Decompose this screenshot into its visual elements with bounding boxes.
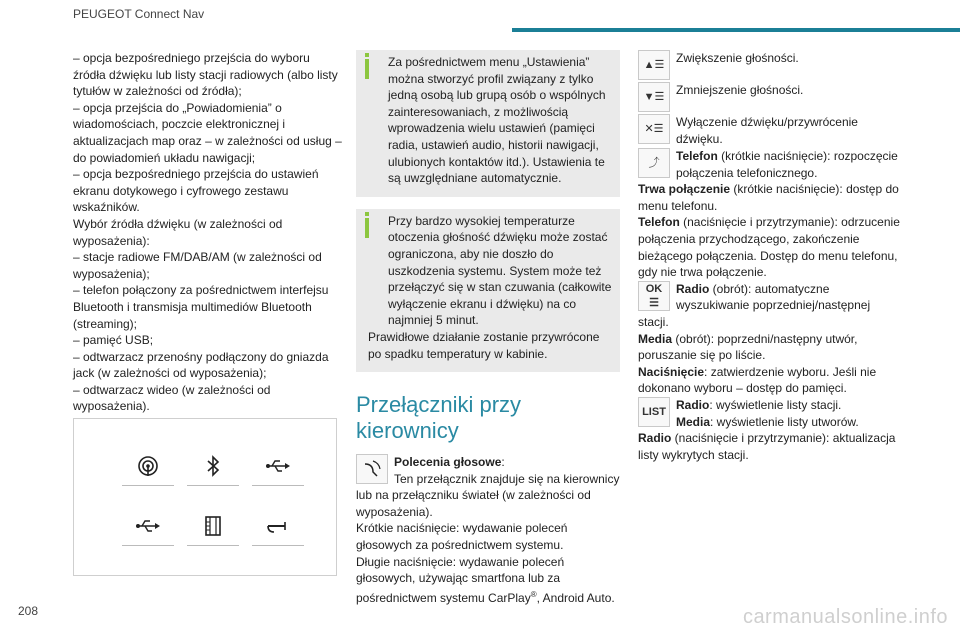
header-accent-bar [512, 28, 960, 32]
note-text: Prawidłowe działanie zostanie przywrócone po spadku temperatury w kabinie. [368, 329, 600, 361]
ok-row [638, 281, 904, 331]
radio2-label: Radio [676, 397, 710, 412]
note-text: Przy bardzo wysokiej temperaturze otoczenia głośność dźwięku może zostać ograniczona, aby nie doszło do uszkodzenia systemu. System może też przełączyć się w stan czuwania (całkowite wyłączenie ekranu i dźwięku) na co najmniej 5 minut. [388, 213, 612, 328]
usb-icon [122, 515, 174, 543]
radio2-text: : wyświetlenie listy stacji. [709, 397, 842, 412]
source-icons-panel [73, 418, 337, 576]
phone-icon: ⤴ [638, 148, 670, 178]
registered-mark: ® [530, 589, 537, 599]
text-line: – opcja bezpośredniego przejścia do wyboru źródła dźwięku lub listy stacji radiowych (albo listy tytułów w zależności od źródła); [73, 51, 338, 99]
voice-label: Polecenia głosowe [394, 455, 502, 470]
info-icon [365, 59, 369, 79]
column-2 [356, 50, 620, 606]
phone-row [638, 148, 904, 181]
volume-down-icon: ▼☰ [638, 82, 670, 112]
vol-up-row [638, 50, 904, 82]
video-icon [187, 515, 239, 543]
text-line: – opcja bezpośredniego przejścia do ustawień ekranu dotykowego i cyfrowego zestawu wskaźników. [73, 167, 319, 215]
bluetooth-icon [187, 455, 239, 483]
mute-row [638, 114, 904, 148]
watermark: carmanualsonline.info [742, 606, 948, 628]
tel-label: Telefon [676, 149, 718, 163]
jack-icon [252, 515, 304, 543]
list-row [638, 397, 904, 430]
list-button-icon [638, 397, 670, 427]
text-line: – odtwarzacz wideo (w zależności od wyposażenia). [73, 382, 271, 414]
long-press-end: , Android Auto. [536, 590, 615, 605]
list-icon-text: LIST [642, 405, 666, 418]
column-3 [638, 50, 904, 463]
text-line: Wybór źródła dźwięku (w zależności od wyposażenia): [73, 216, 283, 248]
radio3-label: Radio [638, 431, 672, 446]
section-heading: Przełączniki przy kierownicy [356, 392, 522, 444]
ok-icon-text: OK [645, 282, 663, 295]
volume-up-icon: ▲☰ [638, 50, 670, 80]
running-header: PEUGEOT Connect Nav [73, 7, 205, 21]
column-1 [73, 50, 343, 415]
mute-text: Wyłączenie dźwięku/przywrócenie dźwięku. [676, 115, 858, 146]
press-text: : zatwierdzenie wyboru. Jeśli nie dokonano wyboru – dostęp do pamięci. [638, 364, 877, 396]
call-text: (krótkie naciśnięcie): dostęp do menu telefonu. [638, 182, 899, 213]
media2-label: Media [676, 414, 711, 429]
short-press-text: Krótkie naciśnięcie: wydawanie poleceń głosowych za pośrednictwem systemu. [356, 521, 568, 553]
mute-icon: ✕☰ [638, 114, 670, 144]
info-note [356, 209, 620, 372]
vol-up-text: Zwiększenie głośności. [676, 51, 799, 65]
ok-wheel-icon: OK ☰ [638, 281, 670, 311]
vol-down-text: Zmniejszenie głośności. [676, 83, 804, 97]
radio-text: (obrót): automatyczne wyszukiwanie poprzedniej/następnej stacji. [638, 281, 871, 329]
note-text: Za pośrednictwem menu „Ustawienia” można stworzyć profil związany z tylko jedną osobą lub grupą osób o wspólnych zainteresowaniach, z możliwością wprowadzenia wielu ustawień (pamięci radia, ustawień audio, historii nawigacji, ulubionych kontaktów itd.). Ustawienia te są uwzględniane automatycznie. [388, 55, 606, 186]
voice-text: Ten przełącznik znajduje się na kierownicy lub na przełączniku świateł (w zależności od wyposażenia). [356, 471, 620, 519]
media-text: (obrót): poprzedni/następny utwór, poruszanie się po liście. [638, 331, 858, 363]
usb-icon [252, 455, 304, 483]
press-label: Naciśnięcie [638, 364, 705, 379]
tel2-label: Telefon [638, 215, 680, 230]
voice-command-block: Polecenia głosowe: Ten przełącznik znajduje się na kierownicy lub na przełączniku świateł (w zależności od wyposażenia). Krótkie naciśnięcie: wydawanie poleceń głosowych za pośrednictwem systemu. Długie naciśnięcie: wydawanie poleceń głosowych, używając smartfona lub za pośrednictwem systemu CarPlay®, Android Auto. [356, 455, 620, 605]
info-note [356, 50, 620, 197]
tel2-text: (naciśnięcie i przytrzymanie): odrzucenie połączenia przychodzącego, zakończenie bieżącego połączenia. Dostęp do menu telefonu, gdy nie trwa połączenie. [638, 215, 900, 280]
radio3-text: (naciśnięcie i przytrzymanie): aktualizacja listy wykrytych stacji. [638, 431, 896, 462]
text-line: – opcja przejścia do „Powiadomienia” o wiadomościach, poczcie elektronicznej i aktualizacjach map oraz – w zależności od usług – do powiadomień układu nawigacji; [73, 100, 342, 165]
long-press-text: Długie naciśnięcie: wydawanie poleceń głosowych, używając smartfona lub za pośrednictwem systemu CarPlay [356, 554, 565, 605]
page-number: 208 [18, 604, 39, 618]
vol-down-row [638, 82, 904, 114]
info-icon [365, 218, 369, 238]
radio-label: Radio [676, 281, 710, 296]
text-line: – stacje radiowe FM/DAB/AM (w zależności od wyposażenia); [73, 250, 322, 281]
call-label: Trwa połączenie [638, 182, 731, 197]
tel-text: (krótkie naciśnięcie): rozpoczęcie połączenia telefonicznego. [676, 149, 898, 180]
text-line: – odtwarzacz przenośny podłączony do gniazda jack (w zależności od wyposażenia); [73, 349, 329, 381]
media-label: Media [638, 331, 673, 346]
text-line: – pamięć USB; [73, 333, 154, 348]
voice-command-icon [356, 454, 388, 484]
text-line: – telefon połączony za pośrednictwem interfejsu Bluetooth i transmisja multimediów Bluetooth (streaming); [73, 283, 329, 331]
media2-text: : wyświetlenie listy utworów. [710, 414, 859, 429]
radio-icon [122, 455, 174, 483]
